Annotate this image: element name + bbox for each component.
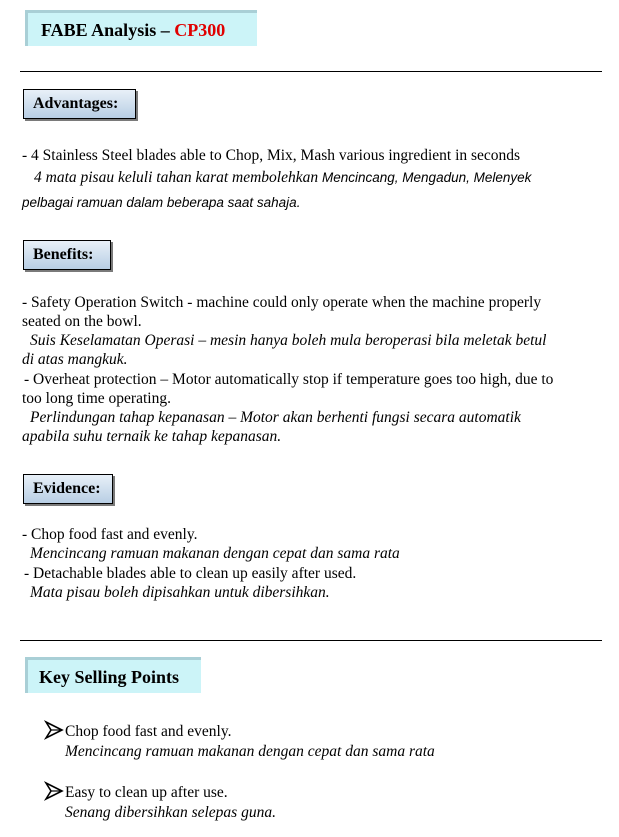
benefits-line: di atas mangkuk.	[22, 351, 128, 368]
model-name: CP300	[174, 20, 226, 40]
benefits-line: Suis Keselamatan Operasi – mesin hanya boleh mula beroperasi bila meletak betul	[30, 332, 547, 349]
key-selling-points-heading: Key Selling Points	[25, 657, 201, 693]
evidence-line: Mencincang ramuan makanan dengan cepat dan sama rata	[30, 545, 400, 562]
benefits-line: Perlindungan tahap kepanasan – Motor akan berhenti fungsi secara automatik	[30, 409, 521, 426]
arrow-bullet-icon	[44, 781, 64, 801]
evidence-line: Mata pisau boleh dipisahkan untuk dibersihkan.	[30, 584, 330, 601]
evidence-heading: Evidence:	[23, 474, 113, 504]
ksp-item-ms: Senang dibersihkan selepas guna.	[65, 804, 276, 821]
advantages-line-2b: Mencincang, Mengadun, Melenyek	[322, 170, 532, 185]
advantages-heading: Advantages:	[23, 89, 136, 119]
ksp-item-en: Chop food fast and evenly.	[65, 723, 232, 740]
benefits-line: apabila suhu ternaik ke tahap kepanasan.	[22, 428, 282, 445]
benefits-line: too long time operating.	[22, 390, 171, 407]
ksp-item-ms: Mencincang ramuan makanan dengan cepat dan sama rata	[65, 743, 435, 760]
benefits-line: - Overheat protection – Motor automatically stop if temperature goes too high, due to	[24, 371, 554, 388]
bottom-divider	[20, 640, 602, 641]
advantages-line-3: pelbagai ramuan dalam beberapa saat sahaja.	[22, 195, 301, 210]
advantages-line-2a: 4 mata pisau keluli tahan karat membolehkan	[34, 169, 322, 186]
advantages-line-1: - 4 Stainless Steel blades able to Chop, Mix, Mash various ingredient in seconds	[22, 147, 521, 164]
benefits-heading: Benefits:	[23, 240, 111, 270]
arrow-bullet-icon	[44, 720, 64, 740]
page-title	[25, 10, 257, 46]
top-divider	[20, 71, 602, 72]
ksp-item-en: Easy to clean up after use.	[65, 784, 228, 801]
evidence-line: - Detachable blades able to clean up easily after used.	[24, 565, 357, 582]
evidence-line: - Chop food fast and evenly.	[22, 526, 198, 543]
advantages-line-2	[34, 168, 531, 188]
benefits-line: seated on the bowl.	[22, 313, 142, 330]
benefits-line: - Safety Operation Switch - machine could only operate when the machine properly	[22, 294, 542, 311]
title-prefix: FABE Analysis –	[41, 20, 175, 40]
